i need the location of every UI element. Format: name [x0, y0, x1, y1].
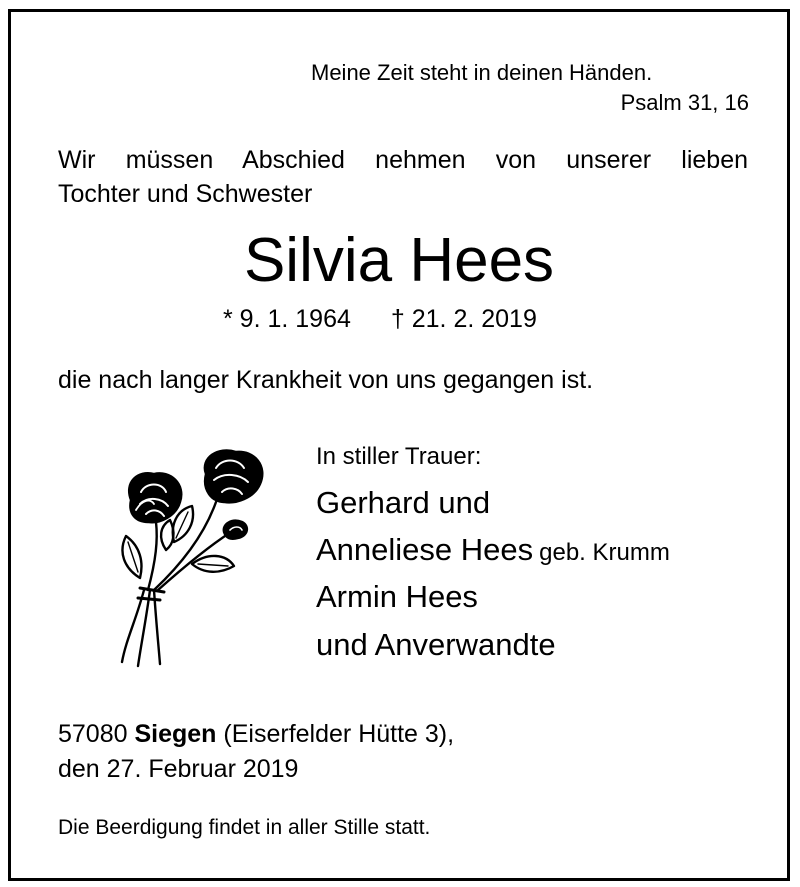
obituary-card — [8, 9, 790, 881]
address-city: Siegen — [134, 720, 217, 748]
motto-quote: Meine Zeit steht in deinen Händen. — [311, 60, 653, 85]
mourner-line-2 — [316, 534, 670, 565]
maiden-name: geb. Krumm — [539, 539, 670, 566]
mourner-line-1: Gerhard und — [316, 485, 491, 520]
funeral-note: Die Beerdigung findet in aller Stille statt. — [58, 816, 431, 839]
death-date: † 21. 2. 2019 — [390, 305, 537, 333]
deceased-name: Silvia Hees — [243, 226, 555, 295]
address-street: (Eiserfelder Hütte 3), — [223, 720, 455, 748]
mourner-line-4: und Anverwandte — [316, 627, 556, 662]
notice-date: den 27. Februar 2019 — [58, 755, 299, 783]
birth-date: * 9. 1. 1964 — [223, 305, 351, 333]
intro-line-1: Wir müssen Abschied nehmen von unserer lieben — [58, 146, 748, 174]
mourner-line-3: Armin Hees — [316, 579, 478, 614]
address-line — [58, 722, 454, 747]
intro-line-2: Tochter und Schwester — [58, 180, 313, 208]
passed-text: die nach langer Krankheit von uns gegangen ist. — [58, 366, 594, 394]
address-zip: 57080 — [58, 720, 128, 748]
mourner-name: Anneliese Hees — [316, 532, 534, 567]
life-dates — [223, 307, 537, 332]
motto-source: Psalm 31, 16 — [620, 90, 749, 115]
roses-icon — [96, 440, 271, 670]
mourning-heading: In stiller Trauer: — [316, 443, 482, 470]
